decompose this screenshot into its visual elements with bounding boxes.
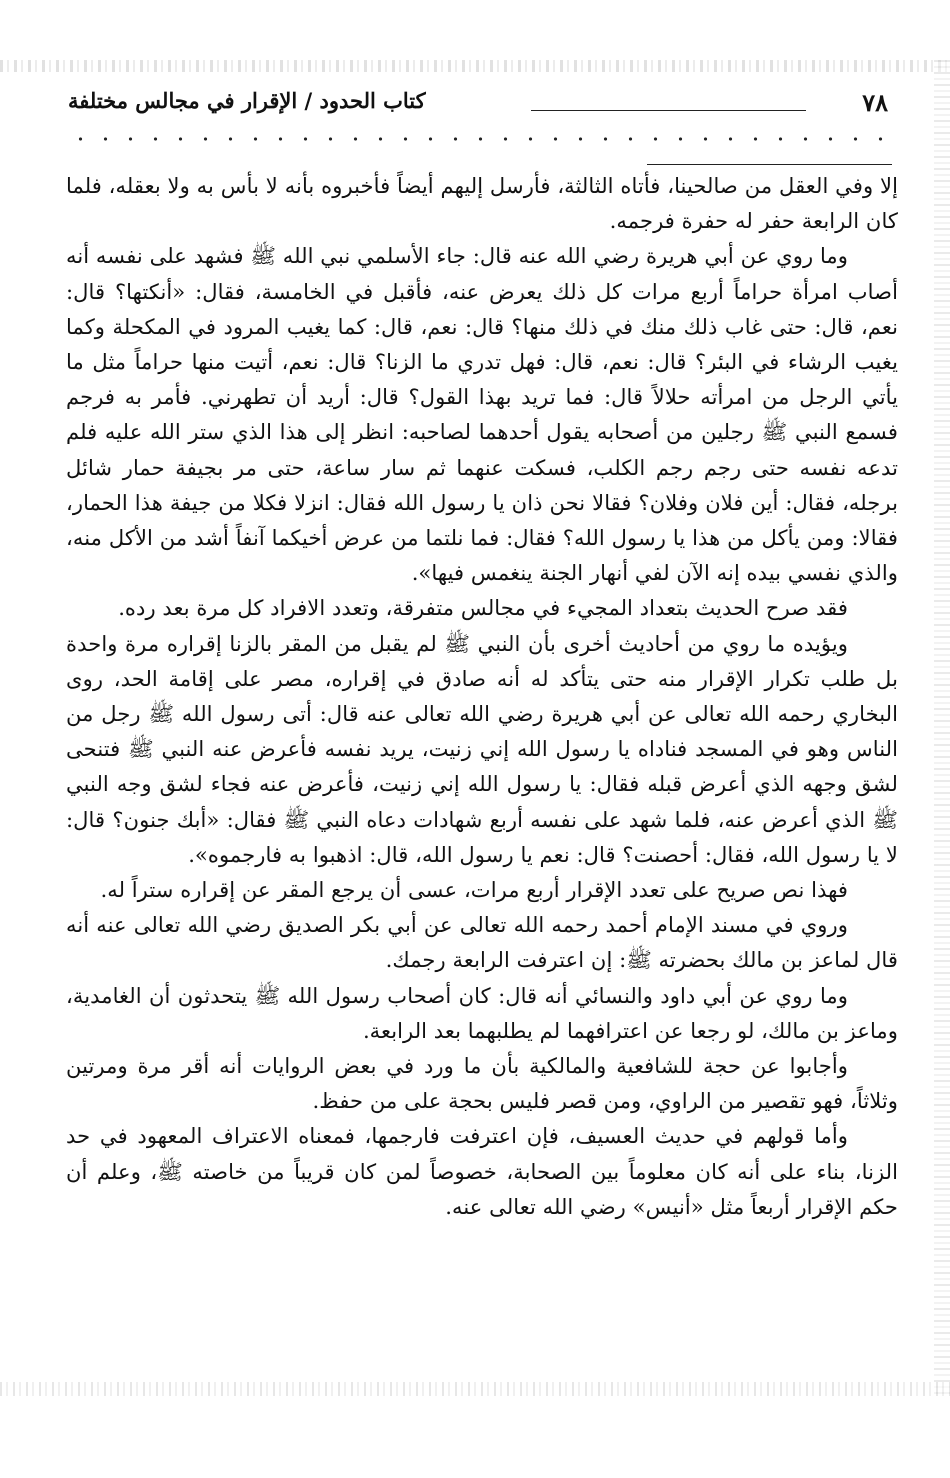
paragraph: ويؤيده ما روي من أحاديث أخرى بأن النبي ﷺ لم يقبل من المقر بالزنا إقراره مرة واحدة بل طلب تكرار الإقرار منه حتى يتأكد له أنه صادق في إقراره، مصر على إقامة الحد، روى البخاري رحمه الله تعالى عن أبي هريرة رضي الله تعالى عنه قال: أتى رسول الله ﷺ رجل من الناس وهو في المسجد فناداه يا رسول الله إني زنيت، يريد نفسه فأعرض عنه النبي ﷺ فتنحى لشق وجهه الذي أعرض قبله فقال: يا رسول الله إني زنيت، فأعرض عنه فجاء لشق وجه النبي ﷺ الذي أعرض عنه، فلما شهد على نفسه أربع شهادات دعاه النبي ﷺ فقال: «أبك جنون؟ قال: لا يا رسول الله، فقال: أحصنت؟ قال: نعم يا رسول الله، قال: اذهبوا به فارجموه».	[66, 630, 898, 867]
paragraph: فقد صرح الحديث بتعداد المجيء في مجالس متفرقة، وتعدد الافراد كل مرة بعد رده.	[118, 595, 848, 621]
page-number: ٧٨	[862, 88, 888, 117]
paragraph: وروي في مسند الإمام أحمد رحمه الله تعالى عن أبي بكر الصديق رضي الله تعالى عنه أنه قال لماعز بن مالك بحضرته ﷺ: إن اعترفت الرابعة رجمك.	[66, 912, 898, 973]
paragraph: فهذا نص صريح على تعدد الإقرار أربع مرات، عسى أن يرجع المقر عن إقراره ستراً له.	[100, 877, 848, 903]
header-rule	[531, 110, 806, 111]
scan-noise-top	[0, 60, 950, 72]
dotted-divider	[68, 132, 896, 146]
page-header	[68, 88, 896, 122]
page-body	[66, 168, 898, 1368]
paragraph: وأما قولهم في حديث العسيف، فإن اعترفت فارجمها، فمعناه الاعتراف المعهود في حد الزنا، بناء على أنه كان معلوماً بين الصحابة، خصوصاً لمن كان قريباً من خاصته ﷺ، وعلم أن حكم الإقرار أربعاً مثل «أنيس» رضي الله تعالى عنه.	[66, 1123, 898, 1219]
scan-noise-right	[934, 60, 950, 1395]
paragraph: إلا وفي العقل من صالحينا، فأتاه الثالثة، فأرسل إليهم أيضاً فأخبروه بأنه لا بأس به ولا بعقله، فلما كان الرابعة حفر له حفرة فرجمه.	[66, 173, 898, 234]
continuation-rule	[647, 164, 892, 165]
paragraph: وما روي عن أبي هريرة رضي الله عنه قال: جاء الأسلمي نبي الله ﷺ فشهد على نفسه أنه أصاب امرأة حراماً أربع مرات كل ذلك يعرض عنه، فأقبل في الخامسة، فقال: «أنكتها؟ قال: نعم، قال: حتى غاب ذلك منك في ذلك منها؟ قال: نعم، قال: كما يغيب المرود في المكحلة وكما يغيب الرشاء في البئر؟ قال: نعم، قال: فهل تدري ما الزنا؟ قال: نعم، أتيت منها حراماً مثل ما يأتي الرجل من امرأته حلالاً قال: فما تريد بهذا القول؟ قال: أريد أن تطهرني. فأمر به فرجم فسمع النبي ﷺ رجلين من أصحابه يقول أحدهما لصاحبه: انظر إلى هذا الذي ستر الله عليه فلم تدعه نفسه حتى رجم رجم الكلب، فسكت عنهما ثم سار ساعة، حتى مر بجيفة حمار شائل برجله، فقال: أين فلان وفلان؟ فقالا نحن ذان يا رسول الله فقال: انزلا فكلا من جيفة هذا الحمار، فقالا: ومن يأكل من هذا يا رسول الله؟ فقال: فما نلتما من عرض أخيكما آنفاً أشد من الأكل منه، والذي نفسي بيده إنه الآن لفي أنهار الجنة ينغمس فيها».	[66, 243, 898, 586]
scan-noise-bottom	[0, 1382, 950, 1396]
running-title: كتاب الحدود / الإقرار في مجالس مختلفة	[68, 88, 426, 113]
paragraph: وأجابوا عن حجة للشافعية والمالكية بأن ما ورد في بعض الروايات أنه أقر مرة ومرتين وثلاثاً، فهو تقصير من الراوي، ومن قصر فليس بحجة على من حفظ.	[66, 1053, 898, 1114]
paragraph: وما روي عن أبي داود والنسائي أنه قال: كان أصحاب رسول الله ﷺ يتحدثون أن الغامدية، وماعز بن مالك، لو رجعا عن اعترافهما لم يطلبهما بعد الرابعة.	[66, 982, 898, 1043]
